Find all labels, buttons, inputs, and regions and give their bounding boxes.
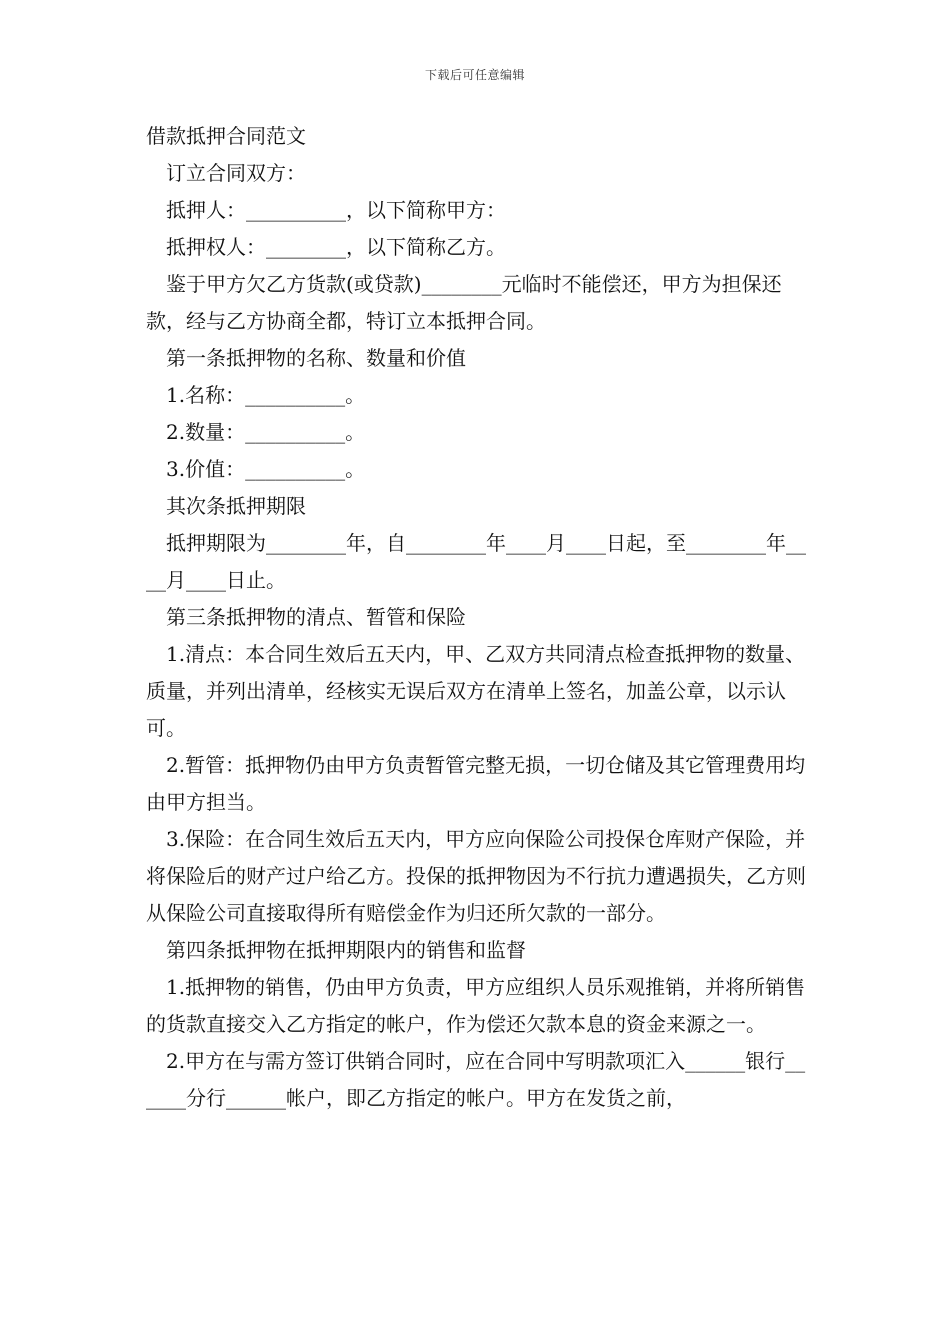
document-title: 借款抵押合同范文 [146,124,306,148]
paragraph-parties: 订立合同双方： [166,161,306,185]
document-body [146,118,810,1117]
paragraph-mortgagee: 抵押权人：________，以下简称乙方。 [166,235,506,259]
article-4-item-contract: 2.甲方在与需方签订供销合同时，应在合同中写明款项汇入______银行______分行______帐户，即乙方指定的帐户。甲方在发货之前， [146,1049,806,1110]
article-2-term: 抵押期限为________年，自________年____月____日起，至________年____月____日止。 [146,531,806,592]
article-4-item-sales: 1.抵押物的销售，仍由甲方负责，甲方应组织人员乐观推销，并将所销售的货款直接交入乙方指定的帐户，作为偿还欠款本息的资金来源之一。 [146,975,806,1036]
article-1-item-name: 1.名称：__________。 [166,383,366,407]
article-1-item-quantity: 2.数量：__________。 [166,420,366,444]
article-3-item-inventory: 1.清点：本合同生效后五天内，甲、乙双方共同清点检查抵押物的数量、质量，并列出清单，经核实无误后双方在清单上签名，加盖公章，以示认可。 [146,642,806,740]
article-3-item-custody: 2.暂管：抵押物仍由甲方负责暂管完整无损，一切仓储及其它管理费用均由甲方担当。 [146,753,806,814]
article-1-heading: 第一条抵押物的名称、数量和价值 [166,346,466,370]
article-1-item-value: 3.价值：__________。 [166,457,366,481]
page-header: 下载后可任意编辑 [424,68,525,82]
article-3-item-insurance: 3.保险：在合同生效后五天内，甲方应向保险公司投保仓库财产保险，并将保险后的财产过户给乙方。投保的抵押物因为不行抗力遭遇损失，乙方则从保险公司直接取得所有赔偿金作为归还所欠款的一部分。 [146,827,806,925]
article-3-heading: 第三条抵押物的清点、暂管和保险 [166,605,466,629]
paragraph-mortgagor: 抵押人：__________，以下简称甲方： [166,198,506,222]
article-4-heading: 第四条抵押物在抵押期限内的销售和监督 [166,938,526,962]
paragraph-preamble: 鉴于甲方欠乙方货款(或贷款)________元临时不能偿还，甲方为担保还款，经与乙方协商全都，特订立本抵押合同。 [146,272,782,333]
article-2-heading: 其次条抵押期限 [166,494,306,518]
